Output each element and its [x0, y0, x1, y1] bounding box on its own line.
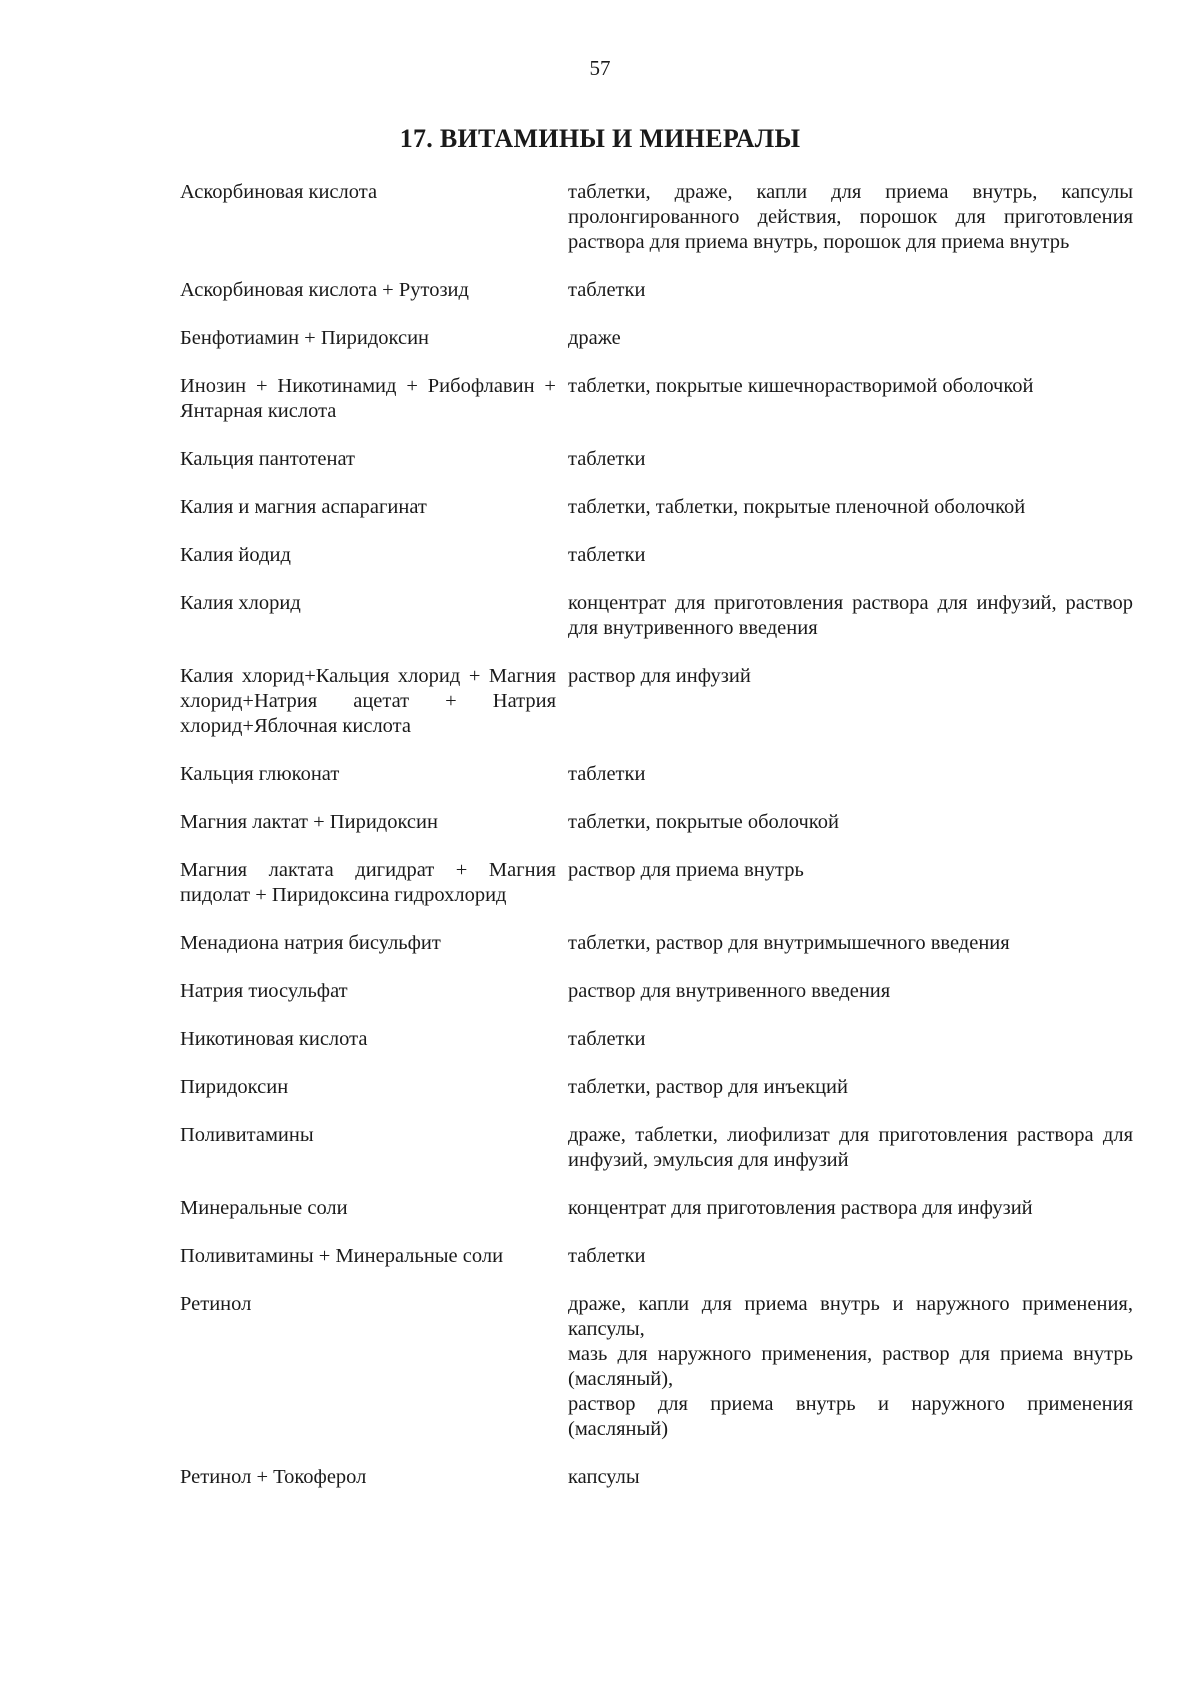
- drug-table: [180, 180, 1145, 1513]
- dosage-forms: [568, 931, 1133, 956]
- dosage-form-line: драже, таблетки, лиофилизат для приготовления раствора для инфузий, эмульсия для инфузий: [568, 1124, 1133, 1171]
- dosage-form-line: концентрат для приготовления раствора для инфузий: [568, 1197, 1033, 1219]
- dosage-forms: [568, 1292, 1133, 1442]
- dosage-form-line: таблетки, драже, капли для приема внутрь, капсулы пролонгированного действия, порошок для приготовления раствора для приема внутрь, порошок для приема внутрь: [568, 181, 1133, 253]
- dosage-form-line: таблетки: [568, 279, 646, 301]
- drug-name: Кальция глюконат: [180, 763, 340, 785]
- dosage-forms: [568, 326, 1133, 351]
- table-row: [180, 664, 1145, 739]
- drug-name: Инозин + Никотинамид + Рибофлавин + Янтарная кислота: [180, 375, 556, 422]
- section-title: 17. ВИТАМИНЫ И МИНЕРАЛЫ: [399, 124, 801, 153]
- drug-name: Магния лактат + Пиридоксин: [180, 811, 438, 833]
- dosage-form-line: драже: [568, 327, 621, 349]
- dosage-forms: [568, 447, 1133, 472]
- table-row: [180, 858, 1145, 908]
- dosage-forms: [568, 591, 1133, 641]
- table-row: [180, 326, 1145, 351]
- dosage-forms: [568, 762, 1133, 787]
- dosage-forms: [568, 664, 1133, 739]
- table-row: [180, 180, 1145, 255]
- table-row: [180, 495, 1145, 520]
- dosage-form-line: таблетки, раствор для инъекций: [568, 1076, 848, 1098]
- drug-name: Калия и магния аспарагинат: [180, 496, 427, 518]
- dosage-form-line: капсулы: [568, 1466, 640, 1488]
- dosage-form-line: таблетки: [568, 763, 646, 785]
- table-row: [180, 762, 1145, 787]
- dosage-forms: [568, 1027, 1133, 1052]
- table-row: [180, 1465, 1145, 1490]
- page-number: 57: [589, 56, 611, 80]
- drug-name: Магния лактата дигидрат + Магния пидолат + Пиридоксина гидрохлорид: [180, 859, 556, 906]
- drug-name: Поливитамины: [180, 1124, 314, 1146]
- dosage-form-line: раствор для приема внутрь: [568, 859, 804, 881]
- dosage-form-line: таблетки, раствор для внутримышечного введения: [568, 932, 1010, 954]
- dosage-forms: [568, 180, 1133, 255]
- drug-name: Калия хлорид+Кальция хлорид + Магния хлорид+Натрия ацетат + Натрия хлорид+Яблочная кислота: [180, 665, 556, 737]
- drug-name: Натрия тиосульфат: [180, 980, 348, 1002]
- dosage-form-line: раствор для приема внутрь и наружного применения (масляный): [568, 1393, 1133, 1440]
- drug-name: Никотиновая кислота: [180, 1028, 368, 1050]
- drug-name: Аскорбиновая кислота: [180, 181, 378, 203]
- drug-name: Бенфотиамин + Пиридоксин: [180, 327, 430, 349]
- drug-name: Кальция пантотенат: [180, 448, 356, 470]
- drug-name: Менадиона натрия бисульфит: [180, 932, 441, 954]
- dosage-forms: [568, 1244, 1133, 1269]
- dosage-form-line: концентрат для приготовления раствора для инфузий, раствор для внутривенного введения: [568, 592, 1133, 639]
- dosage-form-line: таблетки: [568, 448, 646, 470]
- dosage-forms: [568, 278, 1133, 303]
- table-row: [180, 931, 1145, 956]
- table-row: [180, 543, 1145, 568]
- dosage-forms: [568, 1123, 1133, 1173]
- dosage-forms: [568, 495, 1133, 520]
- table-row: [180, 1027, 1145, 1052]
- table-row: [180, 447, 1145, 472]
- dosage-forms: [568, 1196, 1133, 1221]
- drug-name: Минеральные соли: [180, 1197, 348, 1219]
- drug-name: Аскорбиновая кислота + Рутозид: [180, 279, 469, 301]
- table-row: [180, 1244, 1145, 1269]
- dosage-form-line: таблетки, покрытые оболочкой: [568, 811, 839, 833]
- dosage-form-line: раствор для инфузий: [568, 665, 751, 687]
- table-row: [180, 591, 1145, 641]
- table-row: [180, 979, 1145, 1004]
- table-row: [180, 278, 1145, 303]
- drug-name: Ретинол + Токоферол: [180, 1466, 367, 1488]
- dosage-forms: [568, 858, 1133, 908]
- dosage-forms: [568, 1075, 1133, 1100]
- dosage-forms: [568, 543, 1133, 568]
- table-row: [180, 1292, 1145, 1442]
- table-row: [180, 1123, 1145, 1173]
- dosage-form-line: таблетки, таблетки, покрытые пленочной оболочкой: [568, 496, 1026, 518]
- drug-name: Калия йодид: [180, 544, 291, 566]
- drug-name: Ретинол: [180, 1293, 252, 1315]
- dosage-form-line: таблетки: [568, 1245, 646, 1267]
- dosage-form-line: мазь для наружного применения, раствор для приема внутрь (масляный),: [568, 1343, 1133, 1390]
- dosage-form-line: раствор для внутривенного введения: [568, 980, 891, 1002]
- dosage-forms: [568, 374, 1133, 424]
- table-row: [180, 374, 1145, 424]
- dosage-forms: [568, 810, 1133, 835]
- dosage-form-line: драже, капли для приема внутрь и наружного применения, капсулы,: [568, 1293, 1133, 1340]
- dosage-forms: [568, 1465, 1133, 1490]
- dosage-form-line: таблетки, покрытые кишечнорастворимой оболочкой: [568, 375, 1034, 397]
- dosage-forms: [568, 979, 1133, 1004]
- drug-name: Калия хлорид: [180, 592, 301, 614]
- table-row: [180, 810, 1145, 835]
- dosage-form-line: таблетки: [568, 1028, 646, 1050]
- dosage-form-line: таблетки: [568, 544, 646, 566]
- drug-name: Пиридоксин: [180, 1076, 289, 1098]
- drug-name: Поливитамины + Минеральные соли: [180, 1245, 504, 1267]
- table-row: [180, 1075, 1145, 1100]
- table-row: [180, 1196, 1145, 1221]
